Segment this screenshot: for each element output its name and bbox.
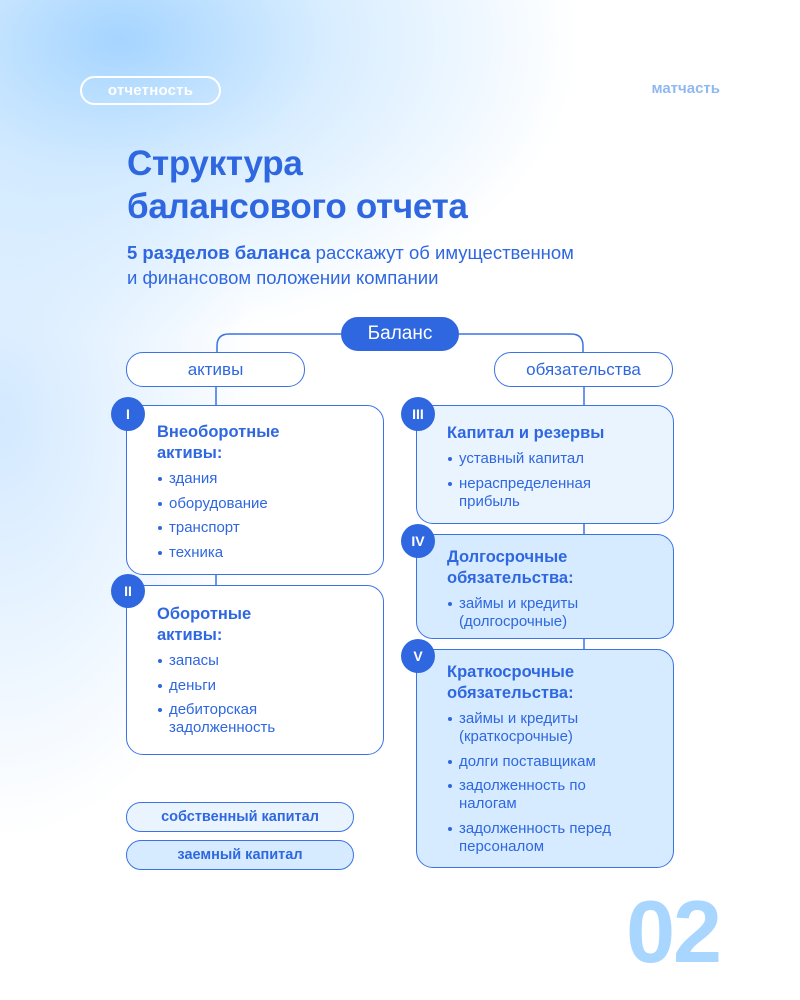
page-number: 02: [626, 882, 720, 981]
legend-loan-capital: заемный капитал: [126, 840, 354, 870]
section-card-4: [416, 534, 674, 639]
subtitle-bold: 5 разделов баланса: [127, 242, 311, 263]
list-item: долги поставщикам: [447, 753, 647, 771]
section-title: Капитал и резервы: [447, 424, 605, 442]
section-title: Внеоборотные активы:: [157, 423, 280, 462]
list-item: техника: [157, 544, 369, 562]
list-item: транспорт: [157, 519, 369, 537]
section-items: [447, 710, 647, 856]
list-item: оборудование: [157, 495, 369, 513]
subtitle-line-2: и финансовом положении компании: [127, 267, 439, 288]
section-items: [447, 595, 622, 631]
legend-own-capital: собственный капитал: [126, 802, 354, 832]
section-card-2: [126, 585, 384, 755]
brand-name: матчасть: [651, 80, 720, 97]
section-badge-3: III: [401, 397, 435, 431]
section-badge-2: II: [111, 574, 145, 608]
list-item: займы и кредиты (краткосрочные): [447, 710, 647, 746]
section-card-5: [416, 649, 674, 868]
list-item: займы и кредиты (долгосрочные): [447, 595, 622, 631]
subtitle-rest: расскажут об имущественном: [310, 242, 574, 263]
liabilities-branch-node: обязательства: [494, 352, 673, 387]
section-title: Оборотные активы:: [157, 605, 252, 644]
page-title-line-1: Структура: [127, 144, 303, 183]
list-item: задолженность перед персоналом: [447, 820, 647, 856]
list-item: дебиторская задолженность: [157, 701, 307, 737]
section-badge-4: IV: [401, 524, 435, 558]
balance-root-node: Баланс: [341, 317, 459, 351]
assets-branch-node: активы: [126, 352, 305, 387]
section-items: [157, 652, 307, 737]
list-item: здания: [157, 470, 369, 488]
section-badge-5: V: [401, 639, 435, 673]
section-card-1: [126, 405, 384, 575]
list-item: задолженность по налогам: [447, 777, 647, 813]
section-title: Долгосрочные обязательства:: [447, 548, 574, 587]
list-item: уставный капитал: [447, 450, 637, 468]
category-tag[interactable]: отчетность: [80, 76, 221, 105]
list-item: запасы: [157, 652, 307, 670]
section-items: [157, 470, 369, 562]
section-title: Краткосрочные обязательства:: [447, 663, 575, 702]
page-title-line-2: балансового отчета: [127, 187, 468, 226]
list-item: деньги: [157, 677, 307, 695]
section-badge-1: I: [111, 397, 145, 431]
section-items: [447, 450, 637, 511]
section-card-3: [416, 405, 674, 524]
list-item: нераспределенная прибыль: [447, 475, 637, 511]
